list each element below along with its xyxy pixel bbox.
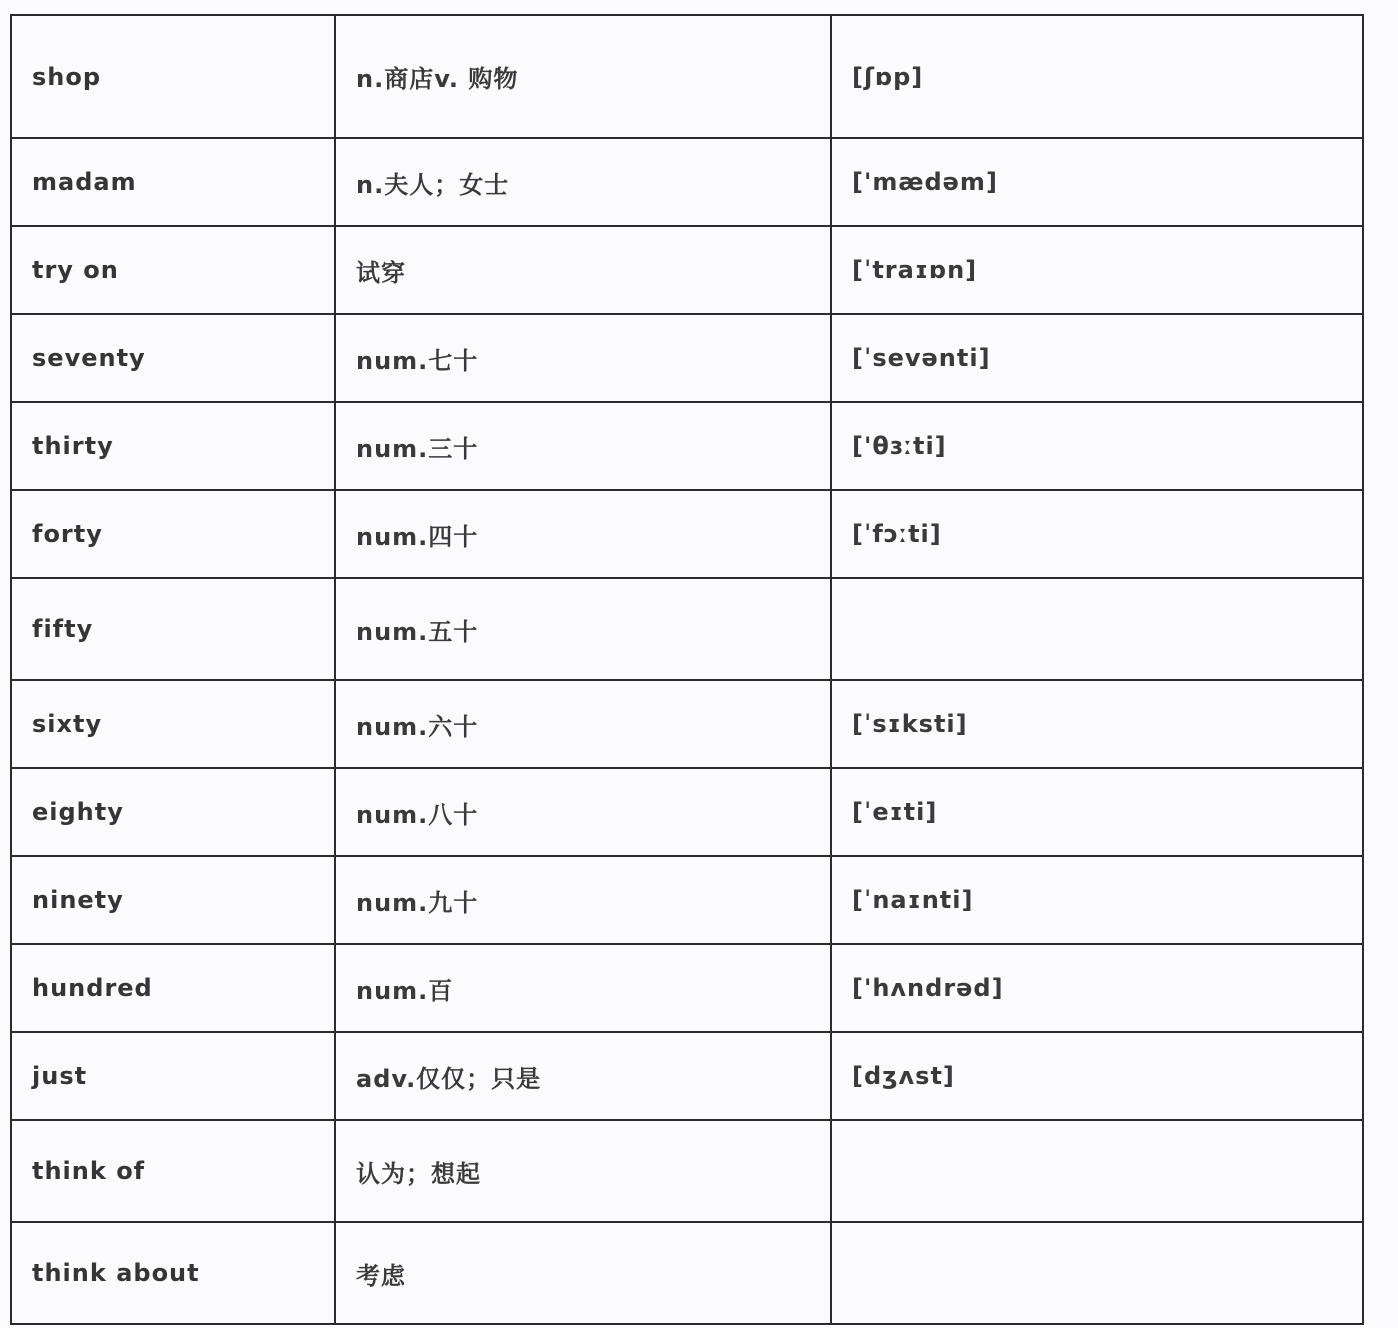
- meaning-cell: num.八十: [335, 768, 831, 856]
- word-cell: hundred: [11, 944, 335, 1032]
- meaning-cell: num.五十: [335, 578, 831, 680]
- phonetic-cell: [ˈnaɪnti]: [831, 856, 1363, 944]
- phonetic-cell: [ˈeɪti]: [831, 768, 1363, 856]
- table-row: [11, 856, 1363, 944]
- word-cell: forty: [11, 490, 335, 578]
- table-row: [11, 226, 1363, 314]
- meaning-cell: num.三十: [335, 402, 831, 490]
- phonetic-cell: [ˈsɪksti]: [831, 680, 1363, 768]
- table-row: [11, 138, 1363, 226]
- table-row: [11, 15, 1363, 138]
- word-cell: think of: [11, 1120, 335, 1222]
- meaning-cell: 认为；想起: [335, 1120, 831, 1222]
- phonetic-cell: [ˈfɔːti]: [831, 490, 1363, 578]
- table-row: [11, 1120, 1363, 1222]
- meaning-cell: num.四十: [335, 490, 831, 578]
- meaning-cell: n.商店v. 购物: [335, 15, 831, 138]
- table-row: [11, 680, 1363, 768]
- table-row: [11, 490, 1363, 578]
- word-cell: seventy: [11, 314, 335, 402]
- meaning-cell: num.六十: [335, 680, 831, 768]
- phonetic-cell: [ˈsevənti]: [831, 314, 1363, 402]
- meaning-cell: num.百: [335, 944, 831, 1032]
- phonetic-cell: ['hʌndrəd]: [831, 944, 1363, 1032]
- meaning-cell: num.九十: [335, 856, 831, 944]
- phonetic-cell: [ˈtraɪɒn]: [831, 226, 1363, 314]
- vocabulary-table: [10, 14, 1364, 1325]
- word-cell: think about: [11, 1222, 335, 1324]
- phonetic-cell: [dʒʌst]: [831, 1032, 1363, 1120]
- table-row: [11, 578, 1363, 680]
- word-cell: shop: [11, 15, 335, 138]
- meaning-cell: n.夫人；女士: [335, 138, 831, 226]
- word-cell: thirty: [11, 402, 335, 490]
- phonetic-cell: [831, 578, 1363, 680]
- table-row: [11, 402, 1363, 490]
- word-cell: fifty: [11, 578, 335, 680]
- table-row: [11, 1032, 1363, 1120]
- meaning-cell: adv.仅仅；只是: [335, 1032, 831, 1120]
- meaning-cell: 考虑: [335, 1222, 831, 1324]
- word-cell: madam: [11, 138, 335, 226]
- phonetic-cell: ['θɜːti]: [831, 402, 1363, 490]
- meaning-cell: num.七十: [335, 314, 831, 402]
- table-row: [11, 1222, 1363, 1324]
- word-cell: just: [11, 1032, 335, 1120]
- phonetic-cell: [831, 1120, 1363, 1222]
- word-cell: eighty: [11, 768, 335, 856]
- word-cell: ninety: [11, 856, 335, 944]
- table-row: [11, 944, 1363, 1032]
- table-row: [11, 314, 1363, 402]
- phonetic-cell: ['mædəm]: [831, 138, 1363, 226]
- table-row: [11, 768, 1363, 856]
- word-cell: sixty: [11, 680, 335, 768]
- word-cell: try on: [11, 226, 335, 314]
- phonetic-cell: [831, 1222, 1363, 1324]
- meaning-cell: 试穿: [335, 226, 831, 314]
- phonetic-cell: [ʃɒp]: [831, 15, 1363, 138]
